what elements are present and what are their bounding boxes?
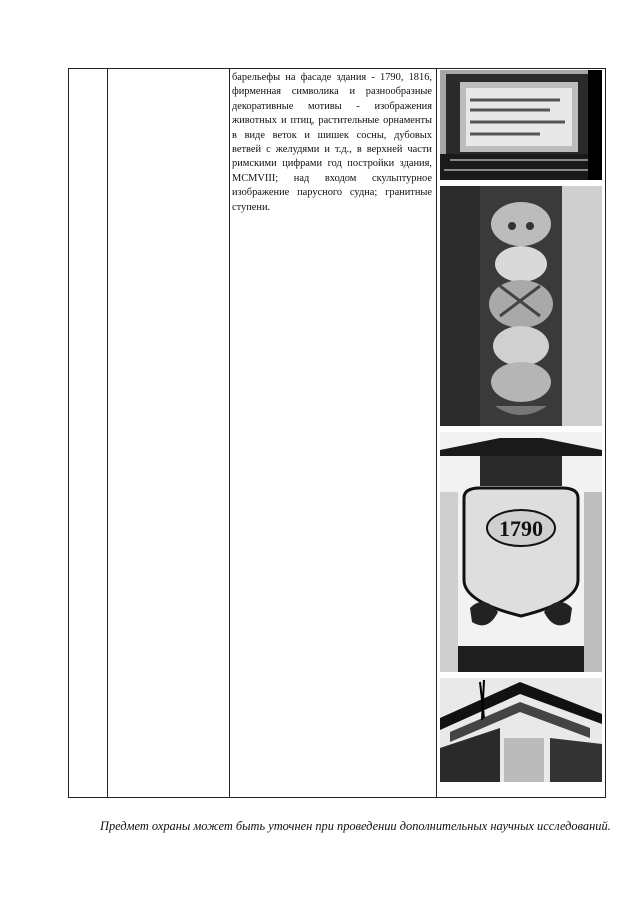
ship-sculpture-photo bbox=[440, 678, 602, 782]
photos-cell bbox=[440, 70, 602, 782]
plaque-photo bbox=[440, 70, 602, 180]
column-divider bbox=[436, 69, 437, 797]
ornament-pillar-photo bbox=[440, 186, 602, 426]
column-divider bbox=[229, 69, 230, 797]
column-divider bbox=[107, 69, 108, 797]
protection-table bbox=[68, 68, 606, 798]
description-cell: барельефы на фасаде здания - 1790, 1816, фирменная символика и разнообразные декоративные мотивы - изображения животных и птиц, растительные орнаменты в виде веток и шишек сосны, дубовых ветвей с желудями и т.д., в верхней части римскими цифрами год постройки здания, MCMVIII; над входом скульптурное изображение парусного судна; гранитные ступени. bbox=[232, 72, 432, 213]
cartouche-date: 1790 bbox=[499, 516, 543, 541]
cartouche-photo bbox=[440, 432, 602, 672]
footer-note: Предмет охраны может быть уточнен при проведении дополнительных научных исследований. bbox=[100, 819, 611, 833]
